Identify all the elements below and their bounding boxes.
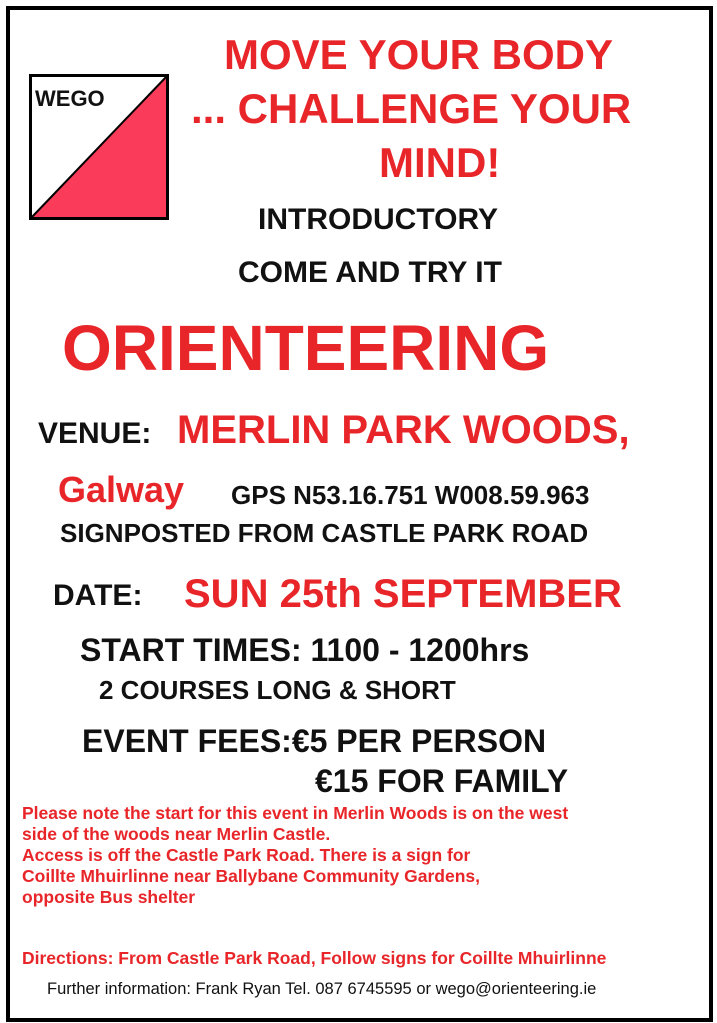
headline-line-1: MOVE YOUR BODY (224, 31, 613, 78)
note-line: side of the woods near Merlin Castle. (22, 824, 331, 844)
headline-line-2: ... CHALLENGE YOUR (191, 85, 632, 132)
event-title: ORIENTEERING (62, 312, 550, 384)
venue-name: MERLIN PARK WOODS, (177, 408, 630, 452)
headline-line-3: MIND! (379, 139, 501, 186)
logo-text: WEGO (35, 86, 105, 111)
venue-city: Galway (58, 469, 185, 510)
wego-logo (29, 74, 169, 220)
fees-line-2: €15 FOR FAMILY (315, 763, 569, 799)
further-information: Further information: Frank Ryan Tel. 087 6745595 or wego@orienteering.ie (47, 980, 597, 998)
note-line: Please note the start for this event in Merlin Woods is on the west (22, 803, 569, 823)
subheading-introductory: INTRODUCTORY (258, 203, 498, 236)
start-times: START TIMES: 1100 - 1200hrs (80, 632, 530, 668)
venue-gps: GPS N53.16.751 W008.59.963 (231, 480, 590, 510)
venue-signposted: SIGNPOSTED FROM CASTLE PARK ROAD (60, 518, 589, 548)
note-line: Access is off the Castle Park Road. There is a sign for (22, 845, 471, 865)
note-line: opposite Bus shelter (22, 887, 196, 907)
directions: Directions: From Castle Park Road, Follow signs for Coillte Mhuirlinne (22, 948, 607, 968)
note-line: Coillte Mhuirlinne near Ballybane Community Gardens, (22, 866, 480, 886)
subheading-come-and-try: COME AND TRY IT (238, 256, 502, 289)
venue-label: VENUE: (38, 417, 152, 450)
event-notes (22, 803, 702, 908)
courses: 2 COURSES LONG & SHORT (99, 675, 456, 705)
fees-line-1: EVENT FEES:€5 PER PERSON (82, 723, 547, 759)
date-value: SUN 25th SEPTEMBER (184, 572, 622, 616)
date-label: DATE: (53, 579, 143, 612)
